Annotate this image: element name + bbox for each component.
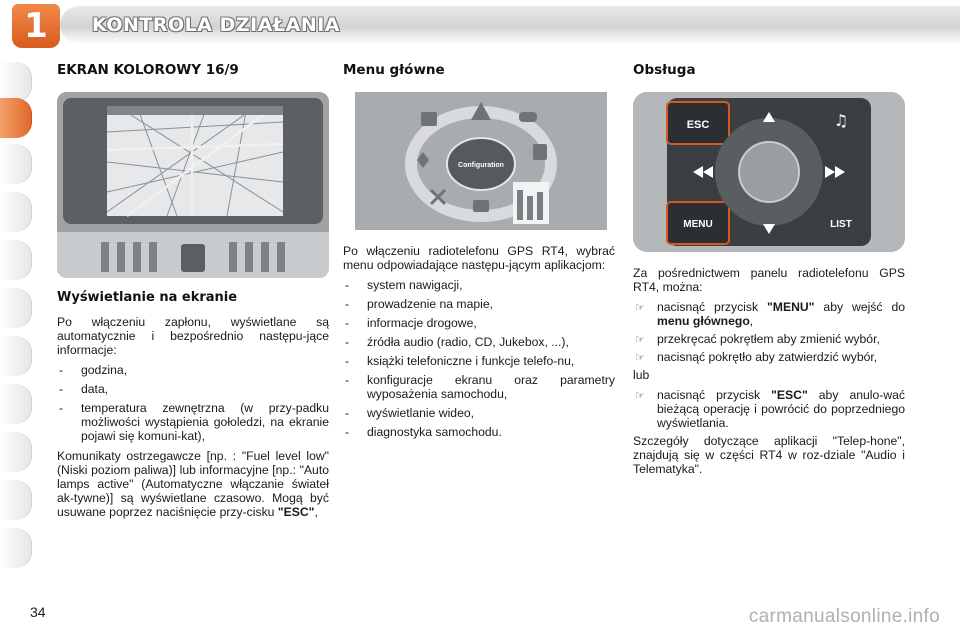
operation-steps-alt <box>633 388 905 430</box>
side-tabs <box>0 62 36 582</box>
list-item: - książki telefoniczne i funkcje telefo-nu, <box>343 354 615 368</box>
subheading-display: Wyświetlanie na ekranie <box>57 290 238 305</box>
list-item: - temperatura zewnętrzna (w przy-padku możliwości wystąpienia gołoledzi, na ekranie pojawi się komuni-kat), <box>57 401 329 443</box>
list-item: ☞ nacisnąć przycisk "MENU" aby wejść do menu głównego, <box>635 300 905 328</box>
list-item: - data, <box>57 382 329 396</box>
chapter-tab <box>12 4 60 48</box>
list-button-label: LIST <box>830 219 852 230</box>
screen-illustration <box>57 92 329 278</box>
control-panel-photo <box>633 92 905 252</box>
page-header <box>0 0 960 52</box>
page-number: 34 <box>30 604 46 620</box>
pointing-hand-icon: ☞ <box>635 302 645 314</box>
side-tab <box>0 62 32 102</box>
operation-intro: Za pośrednictwem panelu radiotelefonu GPS RT4, można: <box>633 266 905 294</box>
list-item: - źródła audio (radio, CD, Jukebox, ...), <box>343 335 615 349</box>
section-heading-menu: Menu główne <box>343 62 445 78</box>
side-tab <box>0 144 32 184</box>
side-tab <box>0 384 32 424</box>
side-tab <box>0 336 32 376</box>
music-icon: ♫ <box>833 111 849 130</box>
side-tab-active <box>0 98 32 138</box>
chapter-title: KONTROLA DZIAŁANIA <box>92 14 340 36</box>
or-label: lub <box>633 368 650 382</box>
audio-icon <box>519 112 537 122</box>
esc-button-label: ESC <box>686 119 710 131</box>
operation-steps <box>633 300 905 364</box>
list-item: - prowadzenie na mapie, <box>343 297 615 311</box>
side-tab <box>0 192 32 232</box>
list-item: - system nawigacji, <box>343 278 615 292</box>
screen-outro-end: , <box>314 505 318 519</box>
section-heading-operation: Obsługa <box>633 62 696 78</box>
watermark: carmanualsonline.info <box>748 606 940 627</box>
list-item: ☞ przekręcać pokrętłem aby zmienić wybór, <box>635 332 880 346</box>
side-tab <box>0 288 32 328</box>
side-tab <box>0 480 32 520</box>
list-item: ☞ nacisnąć pokrętło aby zatwierdzić wybór, <box>635 350 878 364</box>
navigation-icon <box>421 112 437 126</box>
side-tab <box>0 432 32 472</box>
main-menu-photo <box>355 92 607 230</box>
list-item: - godzina, <box>57 363 329 377</box>
side-tab <box>0 240 32 280</box>
panel-illustration <box>633 92 905 252</box>
column-screen <box>57 62 329 525</box>
operation-outro: Szczegóły dotyczące aplikacji "Telep-hone", znajdują się w części RT4 w roz-dziale "Audio i Telematyka". <box>633 434 905 476</box>
chapter-number: 1 <box>24 6 48 46</box>
screen-intro: Po włączeniu zapłonu, wyświetlane są automatycznie i bezpośrednio następu-jące informacje: <box>57 315 329 357</box>
phone-icon <box>533 144 547 160</box>
side-tab <box>0 528 32 568</box>
column-operation <box>633 62 905 482</box>
screen-outro <box>57 449 329 519</box>
pointing-hand-icon: ☞ <box>635 334 645 346</box>
menu-intro: Po włączeniu radiotelefonu GPS RT4, wybrać menu odpowiadające następu-jącym aplikacjom: <box>343 244 615 272</box>
menu-illustration <box>355 92 607 230</box>
list-item: ☞ nacisnąć przycisk "ESC" aby anulo-wać bieżącą operację i powrócić do poprzedniego wyświetlania. <box>635 388 905 430</box>
pointing-hand-icon: ☞ <box>635 390 645 402</box>
column-main-menu <box>343 62 615 445</box>
list-item: - diagnostyka samochodu. <box>343 425 615 439</box>
list-item: - wyświetlanie wideo, <box>343 406 615 420</box>
list-item: - konfiguracje ekranu oraz parametry wyposażenia samochodu, <box>343 373 615 401</box>
menu-center-label: Configuration <box>458 162 504 169</box>
menu-app-list <box>343 278 615 439</box>
menu-button-label: MENU <box>683 219 713 230</box>
pointing-hand-icon: ☞ <box>635 352 645 364</box>
section-heading-screen: EKRAN KOLOROWY 16/9 <box>57 62 239 78</box>
video-icon <box>473 200 489 212</box>
screen-info-list <box>57 363 329 443</box>
color-screen-photo <box>57 92 329 278</box>
screen-outro-text: Komunikaty ostrzegawcze [np. : "Fuel level low" (Niski poziom paliwa)] lub informacyjne [np.: "Auto lamps active" (Automatyczne włączanie świateł ak-tywne)] są wyświetlane czasowo. Mogą być usuwane poprzez naciśnięcie przy-cisku <box>57 449 329 519</box>
esc-label: "ESC" <box>277 505 315 519</box>
list-item: - informacje drogowe, <box>343 316 615 330</box>
